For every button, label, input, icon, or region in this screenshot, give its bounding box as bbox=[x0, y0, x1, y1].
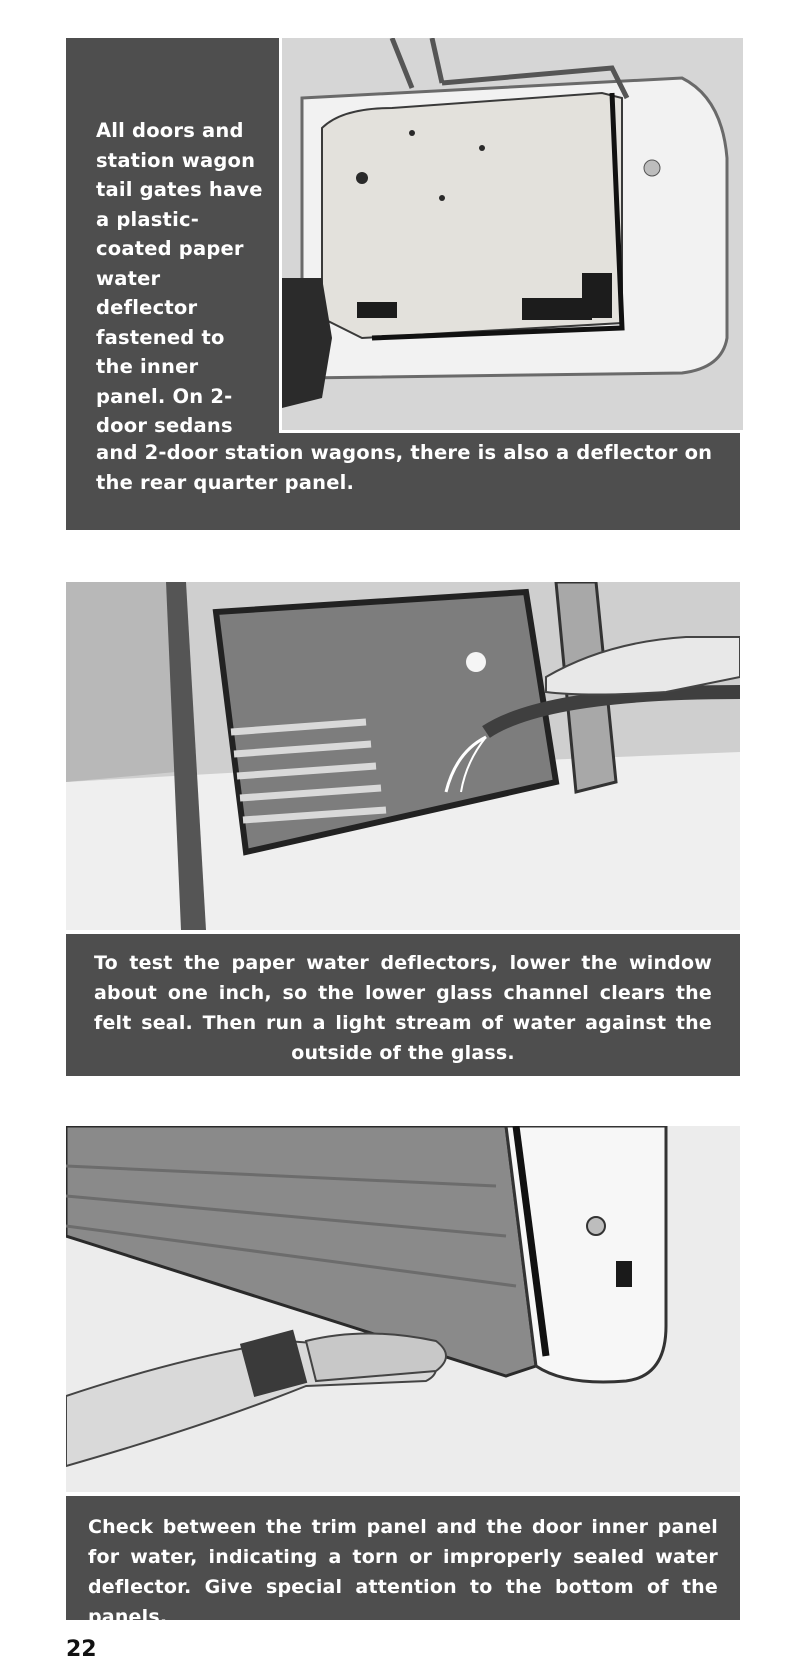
trim-panel-check-photo bbox=[66, 1126, 740, 1492]
section-door-deflector bbox=[66, 38, 740, 530]
caption-window-water-test: To test the paper water deflectors, lower the window about one inch, so the lower glass channel clears the felt seal. Then run a light stream of water against the outside of the glass. bbox=[94, 952, 712, 1064]
caption-trim-panel-check: Check between the trim panel and the door inner panel for water, indicating a torn or improperly sealed water deflector. Give special attention to the bottom of the panels. bbox=[88, 1516, 718, 1628]
window-water-test-illustration bbox=[66, 582, 740, 930]
caption-box-window-water-test bbox=[66, 934, 740, 1076]
door-inner-panel-photo bbox=[279, 38, 743, 433]
page-number: 22 bbox=[66, 1637, 97, 1662]
window-water-test-photo bbox=[66, 582, 740, 930]
section-trim-panel-check bbox=[66, 1126, 740, 1628]
trim-panel-check-illustration bbox=[66, 1126, 740, 1492]
door-inner-panel-illustration bbox=[282, 38, 743, 430]
caption-box-trim-panel-check bbox=[66, 1496, 740, 1628]
caption-door-deflector-wide: and 2-door station wagons, there is also a deflector on the rear quarter panel. bbox=[96, 441, 713, 494]
section-window-water-test bbox=[66, 582, 740, 1076]
caption-door-deflector-narrow: All doors and station wagon tail gates have a plastic-coated paper water deflector fastened to the inner panel. On 2-door sedans bbox=[96, 119, 263, 437]
